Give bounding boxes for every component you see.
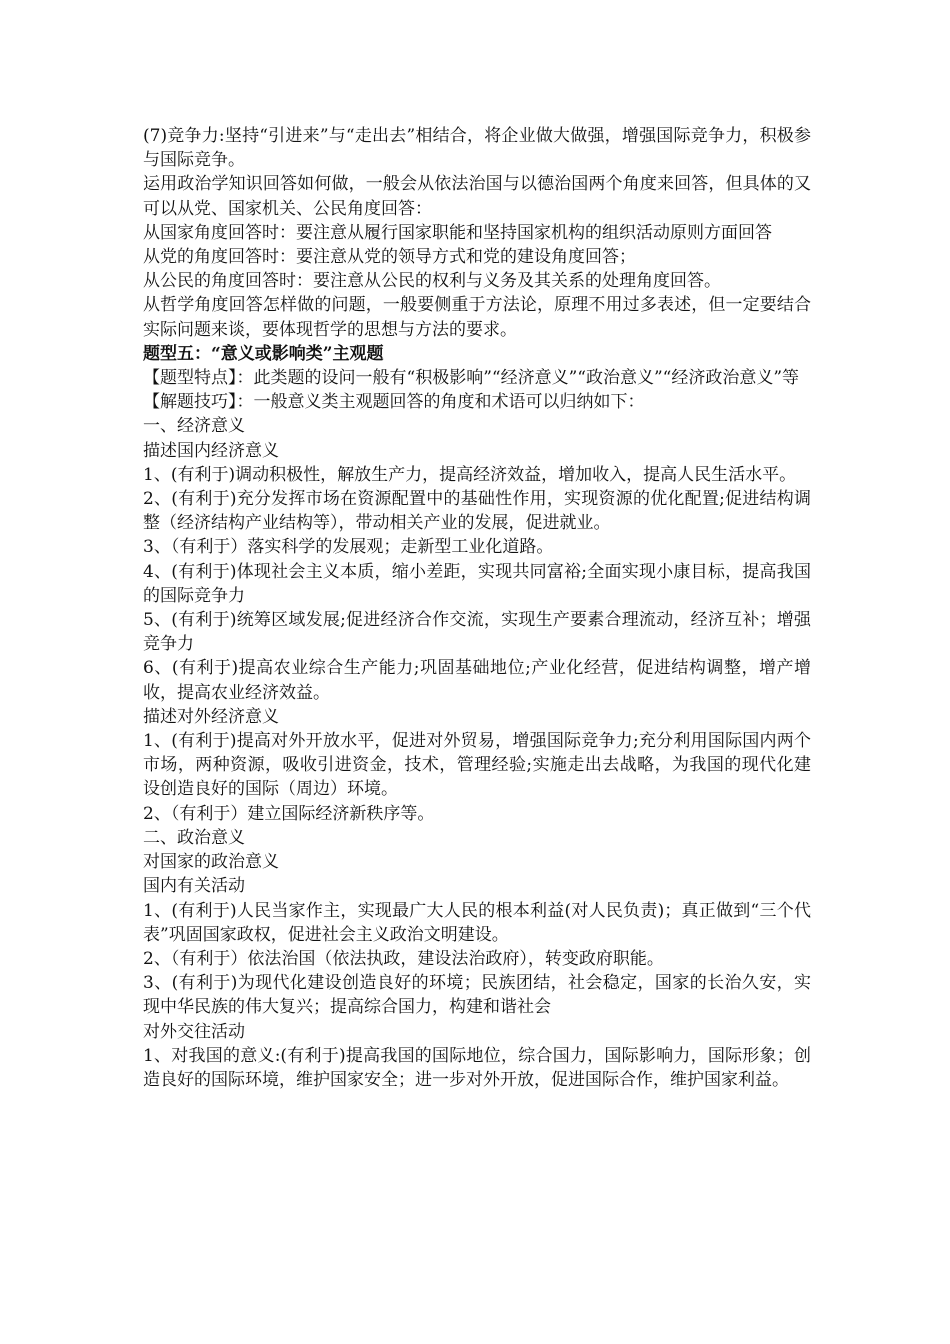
list-item-domestic-6: 6、(有利于)提高农业综合生产能力;巩固基础地位;产业化经营，促进结构调整，增产增收，提高农业经济效益。 — [143, 658, 811, 703]
paragraph-solving-tips: 【解题技巧】：一般意义类主观题回答的角度和术语可以归纳如下： — [143, 392, 645, 413]
list-item-domestic-5: 5、(有利于)统筹区域发展;促进经济合作交流，实现生产要素合理流动，经济互补；增强竞争力 — [143, 610, 811, 655]
paragraph-politics-intro: 运用政治学知识回答如何做，一般会从依法治国与以德治国两个角度来回答，但具体的又可以从党、国家机关、公民角度回答： — [143, 174, 811, 219]
list-item-political-2: 2、（有利于）依法治国（依法执政，建设法治政府），转变政府职能。 — [143, 948, 664, 969]
list-item-political-3: 3、(有利于)为现代化建设创造良好的环境；民族团结，社会稳定，国家的长治久安，实现中华民族的伟大复兴；提高综合国力，构建和谐社会 — [143, 973, 811, 1018]
subheading-national-political: 对国家的政治意义 — [143, 852, 279, 873]
paragraph-citizen-angle: 从公民的角度回答时：要注意从公民的权利与义务及其关系的处理角度回答。 — [143, 271, 721, 292]
paragraph-party-angle: 从党的角度回答时：要注意从党的领导方式和党的建设角度回答； — [143, 247, 636, 268]
list-item-domestic-4: 4、(有利于)体现社会主义本质，缩小差距，实现共同富裕;全面实现小康目标，提高我国的国际竞争力 — [143, 561, 811, 606]
list-item-domestic-1: 1、(有利于)调动积极性，解放生产力，提高经济效益，增加收入，提高人民生活水平。 — [143, 464, 797, 485]
subheading-foreign-activities: 对外交往活动 — [143, 1021, 245, 1042]
paragraph-competitiveness: (7)竞争力:坚持“引进来”与“走出去”相结合，将企业做大做强，增强国际竞争力，积极参与国际竞争。 — [143, 126, 811, 171]
subheading-foreign-economic: 描述对外经济意义 — [143, 706, 279, 727]
list-item-domestic-2: 2、(有利于)充分发挥市场在资源配置中的基础性作用，实现资源的优化配置;促进结构调整（经济结构产业结构等），带动相关产业的发展，促进就业。 — [143, 489, 811, 534]
section-heading-type-five: 题型五：“意义或影响类”主观题 — [143, 343, 384, 364]
paragraph-question-features: 【题型特点】：此类题的设问一般有“积极影响”“经济意义”“政治意义”“经济政治意义”等 — [143, 368, 800, 389]
list-item-foreign-2: 2、（有利于）建立国际经济新秩序等。 — [143, 803, 435, 824]
list-item-foreign-political-1: 1、对我国的意义:(有利于)提高我国的国际地位，综合国力，国际影响力，国际形象；创造良好的国际环境，维护国家安全；进一步对外开放，促进国际合作，维护国家利益。 — [143, 1045, 811, 1090]
document-body — [143, 124, 811, 1092]
paragraph-state-angle: 从国家角度回答时：要注意从履行国家职能和坚持国家机构的组织活动原则方面回答 — [143, 222, 772, 243]
list-item-political-1: 1、(有利于)人民当家作主，实现最广大人民的根本利益(对人民负责)；真正做到“三个代表”巩固国家政权，促进社会主义政治文明建设。 — [143, 900, 811, 945]
heading-political-significance: 二、政治意义 — [143, 827, 245, 848]
paragraph-philosophy-angle: 从哲学角度回答怎样做的问题，一般要侧重于方法论，原理不用过多表述，但一定要结合实际问题来谈，要体现哲学的思想与方法的要求。 — [143, 295, 811, 340]
list-item-foreign-1: 1、(有利于)提高对外开放水平，促进对外贸易，增强国际竞争力;充分利用国际国内两个市场，两种资源，吸收引进资金，技术，管理经验;实施走出去战略，为我国的现代化建设创造良好的国际（周边）环境。 — [143, 731, 811, 800]
heading-economic-significance: 一、经济意义 — [143, 416, 245, 437]
subheading-domestic-activities: 国内有关活动 — [143, 876, 245, 897]
subheading-domestic-economic: 描述国内经济意义 — [143, 440, 279, 461]
list-item-domestic-3: 3、（有利于）落实科学的发展观；走新型工业化道路。 — [143, 537, 554, 558]
